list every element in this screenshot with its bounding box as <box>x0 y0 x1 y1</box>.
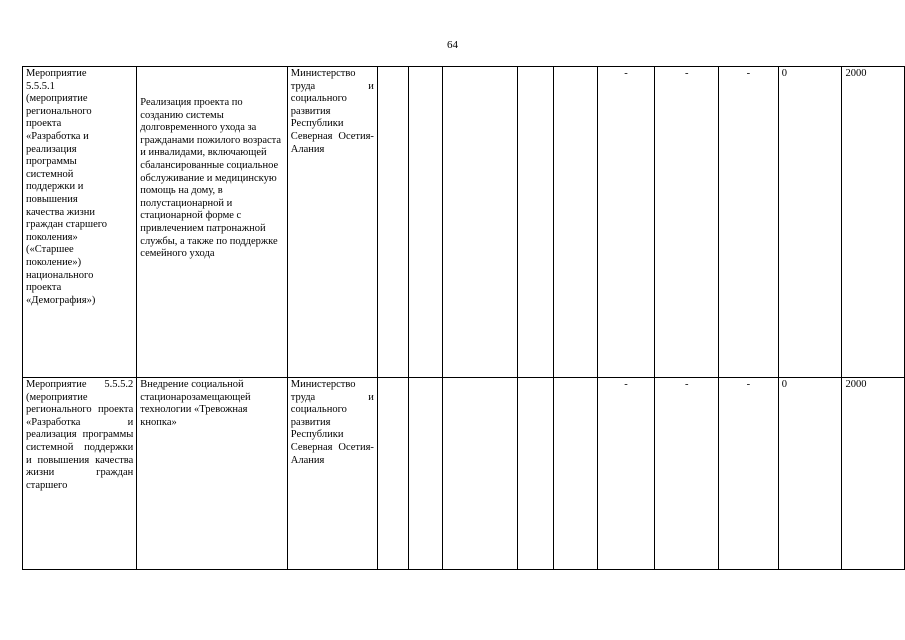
measure-name-cell: Мероприятие 5.5.5.1 (мероприятие регионального проекта «Разработка и реализация программы системной поддержки и повышения качества жизни граждан старшего поколения» («Старшее поколение») национального проекта «Демография») <box>23 67 137 378</box>
empty-cell <box>554 378 597 570</box>
empty-cell <box>517 378 554 570</box>
empty-cell <box>517 67 554 378</box>
empty-cell <box>408 378 442 570</box>
measure-name-cell: Мероприятие 5.5.5.2 (мероприятие регионального проекта «Разработка и реализация программы системной поддержки и повышения качества жизни граждан старшего <box>23 378 137 570</box>
empty-cell <box>442 67 517 378</box>
value-cell: - <box>719 67 779 378</box>
page-number: 64 <box>447 39 458 51</box>
value-cell: 0 <box>778 378 842 570</box>
measures-table <box>22 66 905 570</box>
executor-cell: Министерство труда и социального развития Республики Северная Осетия-Алания <box>287 378 377 570</box>
value-cell: - <box>655 67 719 378</box>
table-row <box>23 67 905 378</box>
empty-cell <box>408 67 442 378</box>
measure-description-cell: Реализация проекта по созданию системы долговременного ухода за гражданами пожилого возраста и инвалидами, включающей сбалансированные социальное обслуживание и медицинскую помощь на дому, в полустационарной и стационарной форме с привлечением патронажной службы, а также по поддержке семейного ухода <box>137 67 288 378</box>
value-cell: 0 <box>778 67 842 378</box>
value-cell: - <box>597 67 655 378</box>
value-cell: - <box>719 378 779 570</box>
value-cell: 2000 <box>842 378 905 570</box>
empty-cell <box>377 67 408 378</box>
value-cell: - <box>655 378 719 570</box>
empty-cell <box>442 378 517 570</box>
executor-cell: Министерство труда и социального развития Республики Северная Осетия-Алания <box>287 67 377 378</box>
empty-cell <box>554 67 597 378</box>
value-cell: 2000 <box>842 67 905 378</box>
table-row <box>23 378 905 570</box>
measure-description-cell: Внедрение социальной стационарозамещающей технологии «Тревожная кнопка» <box>137 378 288 570</box>
empty-cell <box>377 378 408 570</box>
value-cell: - <box>597 378 655 570</box>
